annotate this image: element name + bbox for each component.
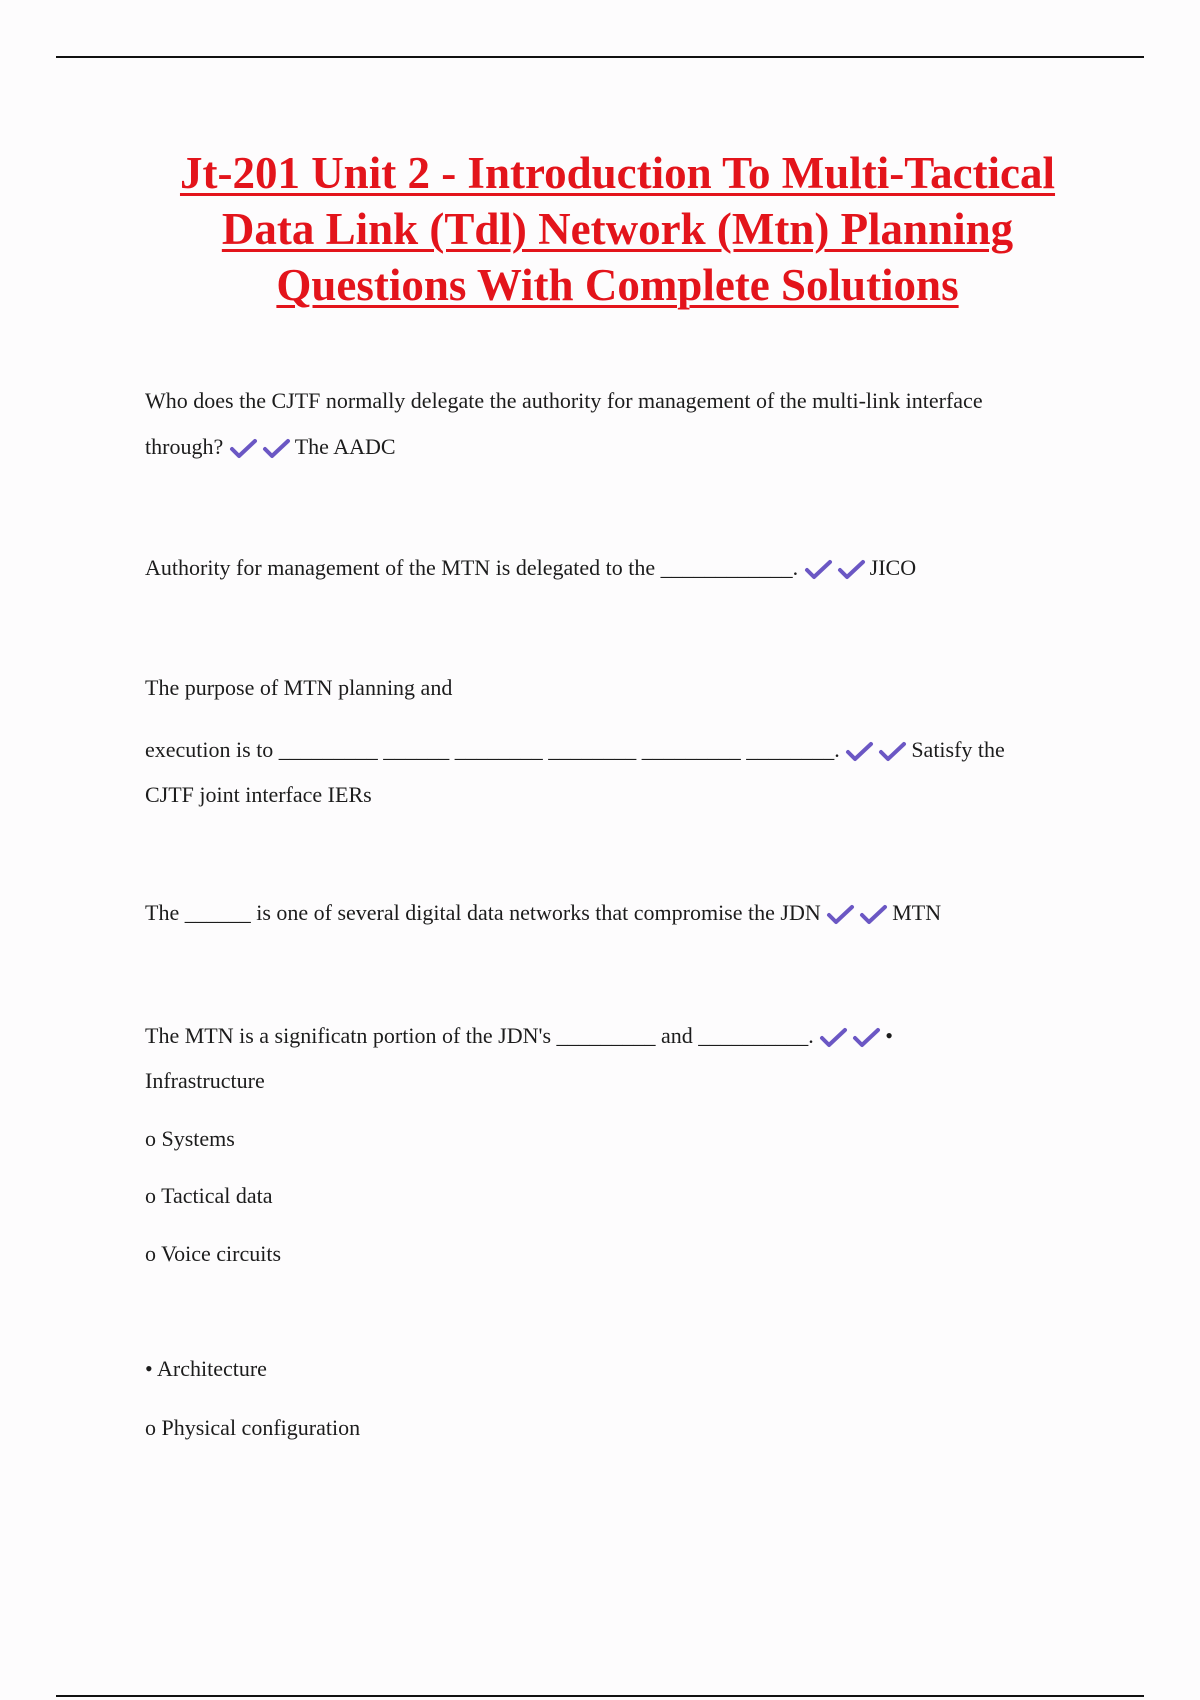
qa-5-answer-line: o Voice circuits xyxy=(145,1241,282,1266)
bottom-rule xyxy=(56,1695,1144,1697)
qa-1-question-line-2: through? The AADC xyxy=(145,434,396,459)
qa-4-answer: MTN xyxy=(892,900,942,925)
qa-2-answer: JICO xyxy=(869,555,917,580)
title-line-3: Questions With Complete Solutions xyxy=(276,260,959,310)
qa-5-answer-line: o Physical configuration xyxy=(145,1415,361,1440)
qa-4-question: The ______ is one of several digital data networks that compromise the JDN xyxy=(145,900,821,925)
qa-5-answer-line: o Systems xyxy=(145,1126,235,1151)
double-check-icon xyxy=(229,438,295,460)
double-check-icon xyxy=(826,904,892,926)
top-rule xyxy=(56,56,1144,58)
double-check-icon xyxy=(804,559,870,581)
qa-3-question-line-1: The purpose of MTN planning and xyxy=(145,675,453,700)
qa-2-line xyxy=(145,555,916,581)
qa-3-question-line-2: execution is to _________ ______ ________ ________ _________ ________. Satisfy the xyxy=(145,737,1005,762)
qa-3-answer-line-2: CJTF joint interface IERs xyxy=(145,782,372,807)
title-line-2: Data Link (Tdl) Network (Mtn) Planning xyxy=(221,204,1014,254)
qa-1-question-line-1: Who does the CJTF normally delegate the authority for management of the multi-link interface xyxy=(145,388,983,413)
qa-5-answer-line: • Architecture xyxy=(145,1356,267,1381)
qa-1-answer: The AADC xyxy=(294,434,396,459)
qa-5-question: The MTN is a significatn portion of the JDN's _________ and __________. xyxy=(145,1023,814,1048)
double-check-icon xyxy=(819,1027,885,1049)
qa-5-line xyxy=(145,1023,893,1049)
qa-5-answer-bullet: • xyxy=(885,1023,893,1048)
qa-2-question: Authority for management of the MTN is delegated to the ____________. xyxy=(145,555,799,580)
title-line-1: Jt-201 Unit 2 - Introduction To Multi-Tactical xyxy=(179,148,1056,198)
double-check-icon xyxy=(845,741,911,763)
document-title xyxy=(90,145,1145,313)
qa-5-answer-line: Infrastructure xyxy=(145,1068,265,1093)
qa-4-line xyxy=(145,900,941,926)
qa-5-answer-line: o Tactical data xyxy=(145,1183,273,1208)
qa-3-answer-line-1: Satisfy the xyxy=(911,737,1005,762)
